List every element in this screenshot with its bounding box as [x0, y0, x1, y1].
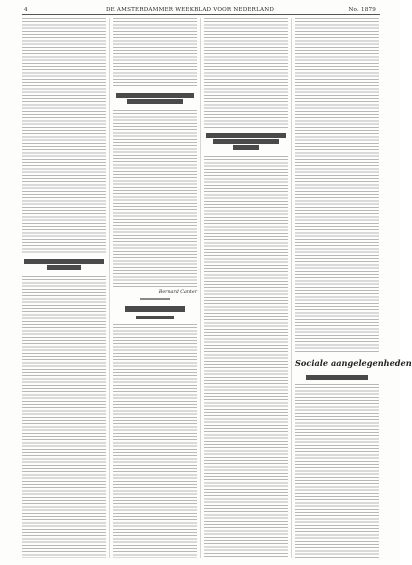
text-block	[113, 324, 197, 558]
article-heading	[22, 258, 106, 271]
text-block	[204, 156, 288, 558]
column-divider	[200, 18, 201, 558]
signature: Bernard Canter	[158, 290, 197, 295]
masthead-title: DE AMSTERDAMMER WEEKBLAD VOOR NEDERLAND	[105, 7, 275, 13]
text-block	[22, 276, 106, 558]
text-block	[295, 384, 379, 558]
issue-number: No. 1879	[348, 7, 376, 13]
article-subheading	[113, 315, 197, 320]
section-heading: Sociale aangelegenheden	[295, 358, 412, 368]
date-line	[113, 298, 197, 301]
text-block	[295, 18, 379, 354]
header-rule	[22, 14, 380, 15]
text-block	[22, 18, 106, 254]
article-heading	[295, 374, 379, 381]
text-block	[204, 18, 288, 128]
article-heading	[113, 305, 197, 313]
article-heading	[113, 92, 197, 105]
text-block	[113, 18, 197, 88]
page-number: 4	[24, 7, 28, 13]
article-heading	[204, 132, 288, 151]
column-divider	[291, 18, 292, 558]
column-divider	[109, 18, 110, 558]
text-block	[113, 110, 197, 288]
